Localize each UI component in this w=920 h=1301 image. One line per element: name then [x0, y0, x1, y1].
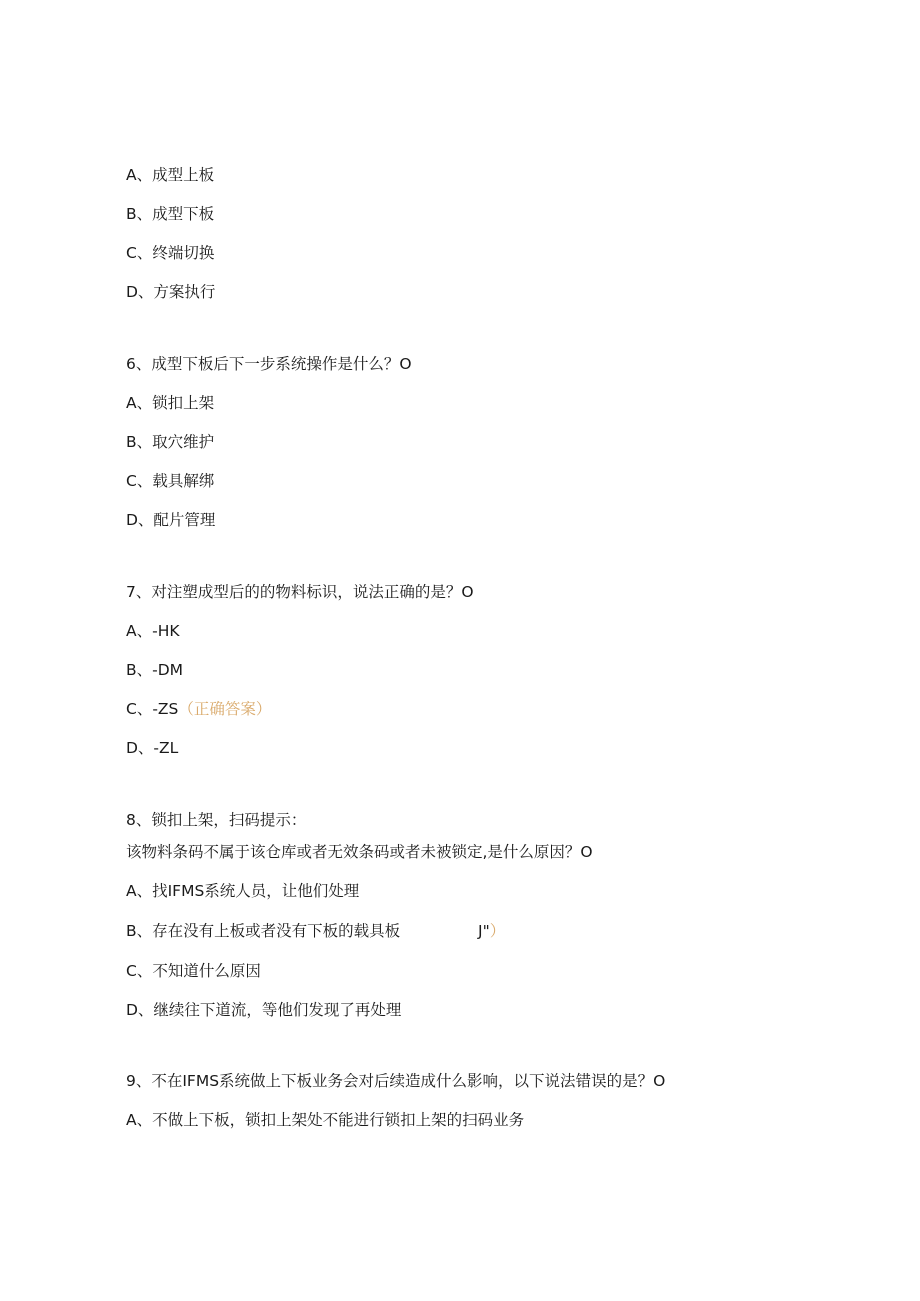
q8-option-b-note-paren: ）	[489, 922, 506, 940]
q7-option-a: A、-HK	[126, 622, 180, 640]
q9-question: 9、不在IFMS系统做上下板业务会对后续造成什么影响，以下说法错误的是？O	[126, 1072, 666, 1090]
q6-option-b: B、取穴维护	[126, 433, 215, 451]
q5-option-c: C、终端切换	[126, 244, 215, 262]
q5-option-a: A、成型上板	[126, 166, 215, 184]
q6-option-a: A、锁扣上架	[126, 394, 215, 412]
q7-option-b: B、-DM	[126, 661, 184, 679]
q6-option-c: C、载具解绑	[126, 472, 215, 490]
q9-option-a: A、不做上下板，锁扣上架处不能进行锁扣上架的扫码业务	[126, 1111, 525, 1129]
correct-answer-hint: （正确答案）	[178, 700, 272, 718]
q8-option-b-note	[478, 921, 505, 941]
q6-option-d: D、配片管理	[126, 511, 216, 529]
q8-option-b: B、存在没有上板或者没有下板的载具板	[126, 922, 401, 940]
q8-option-c: C、不知道什么原因	[126, 962, 261, 980]
q8-option-a: A、找IFMS系统人员，让他们处理	[126, 882, 360, 900]
q8-question-line2: 该物料条码不属于该仓库或者无效条码或者未被锁定,是什么原因？O	[126, 843, 593, 861]
q8-option-b-note-text: J"	[478, 922, 490, 940]
q6-question: 6、成型下板后下一步系统操作是什么？O	[126, 355, 412, 373]
q5-option-b: B、成型下板	[126, 205, 215, 223]
q7-question: 7、对注塑成型后的的物料标识，说法正确的是？O	[126, 583, 474, 601]
q8-question-line1: 8、锁扣上架，扫码提示：	[126, 811, 307, 829]
q8-option-d: D、继续往下道流，等他们发现了再处理	[126, 1001, 402, 1019]
q7-option-c	[126, 699, 271, 719]
q7-option-d: D、-ZL	[126, 739, 179, 757]
q7-option-c-text: C、-ZS	[126, 700, 179, 718]
q5-option-d: D、方案执行	[126, 283, 216, 301]
